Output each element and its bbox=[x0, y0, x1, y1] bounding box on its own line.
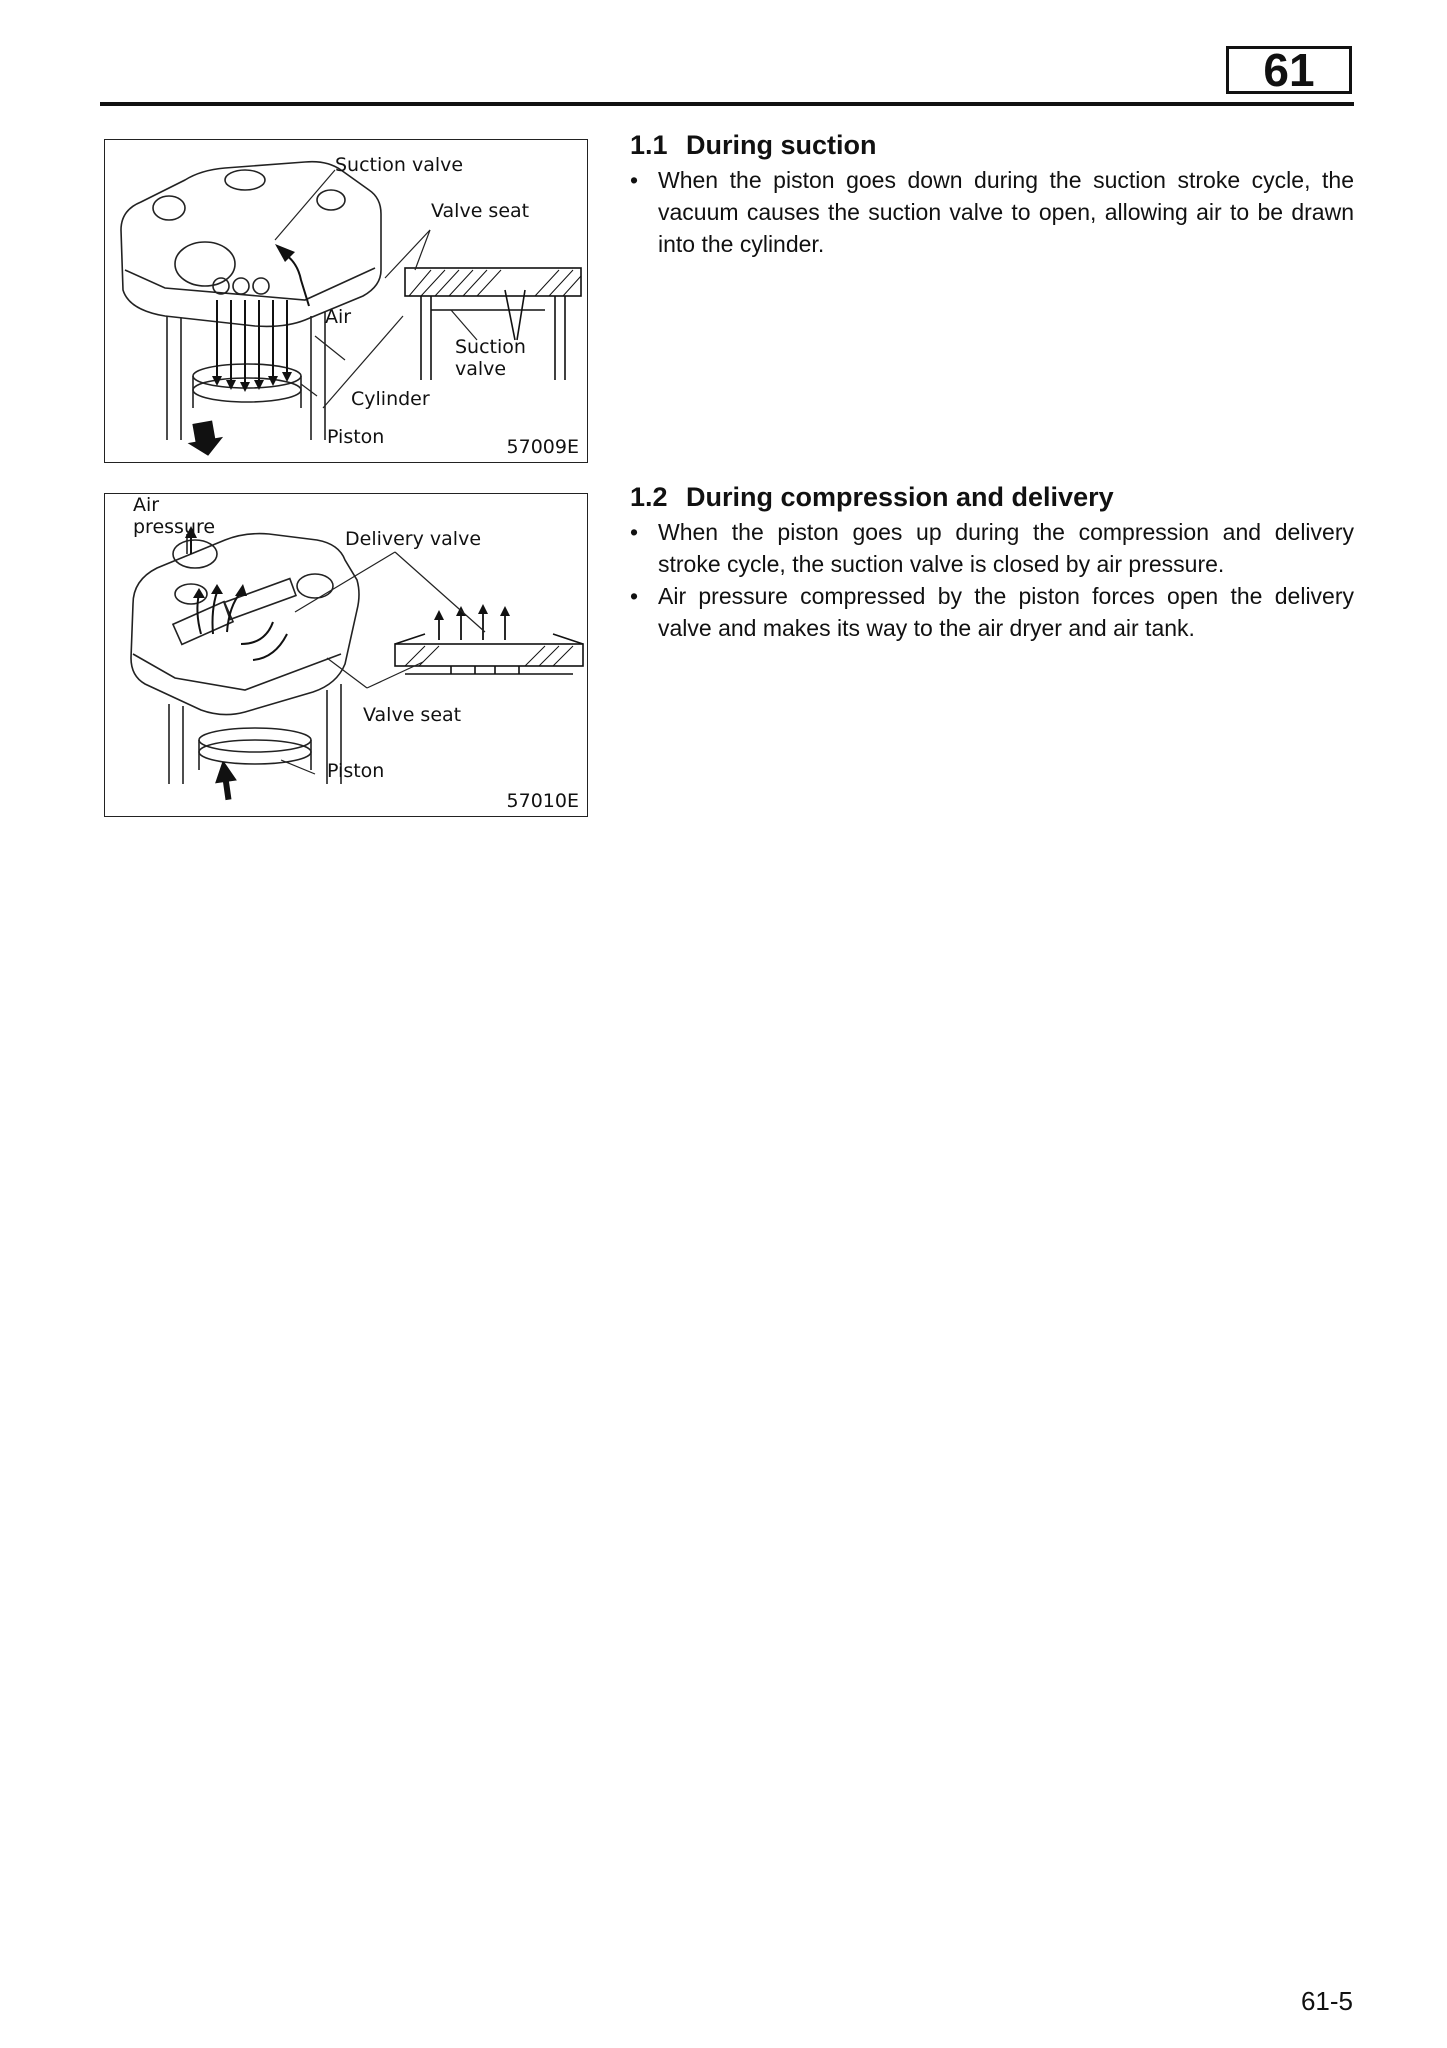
chapter-number: 61 bbox=[1226, 46, 1352, 94]
bullet-text: Air pressure compressed by the piston forces open the delivery valve and makes its way to the air dryer and air tank. bbox=[658, 583, 1354, 641]
label-piston: Piston bbox=[327, 426, 385, 448]
label-suction-detail-1: Suction bbox=[455, 336, 526, 358]
section-title: During compression and delivery bbox=[686, 482, 1114, 512]
section-title: During suction bbox=[686, 130, 877, 160]
header-rule bbox=[100, 102, 1354, 106]
bullet-text: When the piston goes up during the compression and delivery stroke cycle, the suction valve is closed by air pressure. bbox=[658, 519, 1354, 577]
section-heading bbox=[630, 480, 1354, 514]
label-suction-detail-2: valve bbox=[455, 358, 507, 380]
figure-code: 57009E bbox=[506, 436, 579, 458]
section-number: 1.2 bbox=[630, 482, 668, 512]
section-heading bbox=[630, 128, 1354, 162]
label-cylinder: Cylinder bbox=[351, 388, 430, 410]
bullet-list bbox=[630, 164, 1354, 260]
figure-suction bbox=[104, 139, 588, 463]
bullet-dot: • bbox=[630, 167, 639, 193]
figure-code: 57010E bbox=[506, 790, 579, 812]
bullet-text: When the piston goes down during the suction stroke cycle, the vacuum causes the suction valve to open, allowing air to be drawn into the cylinder. bbox=[658, 167, 1354, 257]
label-suction-valve: Suction valve bbox=[335, 154, 464, 176]
figure-compression bbox=[104, 493, 588, 817]
section-number: 1.1 bbox=[630, 130, 668, 160]
section-during-suction bbox=[630, 128, 1354, 260]
label-air-pressure-1: Air bbox=[133, 494, 160, 516]
suction-illustration bbox=[105, 140, 589, 464]
page-number: 61-5 bbox=[1300, 1986, 1353, 2016]
label-valve-seat: Valve seat bbox=[363, 704, 462, 726]
bullet-item bbox=[630, 164, 1354, 260]
bullet-dot: • bbox=[630, 583, 639, 609]
label-air: Air bbox=[325, 306, 352, 328]
label-piston: Piston bbox=[327, 760, 385, 782]
bullet-list bbox=[630, 516, 1354, 644]
section-during-compression-delivery bbox=[630, 480, 1354, 644]
bullet-item bbox=[630, 580, 1354, 644]
label-valve-seat: Valve seat bbox=[431, 200, 530, 222]
bullet-item bbox=[630, 516, 1354, 580]
label-delivery-valve: Delivery valve bbox=[345, 528, 482, 550]
label-air-pressure-2: pressure bbox=[133, 516, 216, 538]
bullet-dot: • bbox=[630, 519, 639, 545]
